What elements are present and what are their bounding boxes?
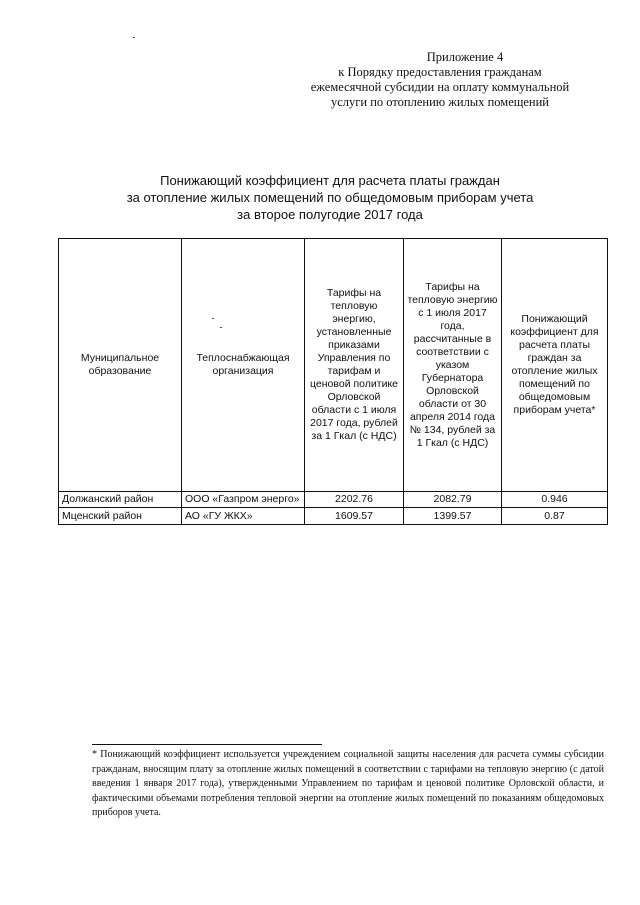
cell-tariff-established: 1609.57 [305,508,404,525]
table-row [59,508,608,525]
tariff-table [58,238,608,525]
annex-line: ежемесячной субсидии на оплату коммунальной [310,80,570,94]
header-organization: Теплоснабжающая организация [182,239,305,492]
cell-tariff-calculated: 2082.79 [404,492,502,508]
annex-line: к Порядку предоставления гражданам [338,65,542,79]
document-title [60,172,600,223]
annex-reference [270,50,610,110]
title-line: Понижающий коэффициент для расчета платы граждан [160,173,500,188]
header-municipality: Муниципальное образование [59,239,182,492]
title-line: за второе полугодие 2017 года [237,207,423,222]
cell-organization: АО «ГУ ЖКХ» [182,508,305,525]
annex-line: услуги по отоплению жилых помещений [331,95,549,109]
scan-speck [133,37,135,38]
annex-line: Приложение 4 [426,50,504,64]
table-row [59,492,608,508]
title-line: за отопление жилых помещений по общедомовым приборам учета [126,190,534,205]
cell-organization: ООО «Газпром энерго» [182,492,305,508]
cell-municipality: Должанский район [59,492,182,508]
cell-tariff-established: 2202.76 [305,492,404,508]
footnote-separator [92,744,322,745]
cell-coefficient: 0.87 [502,508,608,525]
header-tariff-calculated: Тарифы на тепловую энергию с 1 июля 2017 года, рассчитанные в соответствии с указом Губернатора Орловской области от 30 апреля 2014 года № 134, рублей за 1 Гкал (с НДС) [404,239,502,492]
table-header-row [59,239,608,492]
header-tariff-established: Тарифы на тепловую энергию, установленные приказами Управления по тарифам и ценовой политике Орловской области с 1 июля 2017 года, рублей за 1 Гкал (с НДС) [305,239,404,492]
header-coefficient: Понижающий коэффициент для расчета платы граждан за отопление жилых помещений по общедомовым приборам учета* [502,239,608,492]
cell-tariff-calculated: 1399.57 [404,508,502,525]
footnote: * Понижающий коэффициент используется учреждением социальной защиты населения для расчета суммы субсидии гражданам, вносящим плату за отопление жилых помещений в соответствии с тарифами на тепловую энергию (с датой введения 1 января 2017 года), утвержденными Управлением по тарифам и ценовой политике Орловской области, и фактическими объемами потребления тепловой энергии на отопление жилых помещений по показаниям общедомовых приборов учета. [92,749,604,818]
cell-municipality: Мценский район [59,508,182,525]
cell-coefficient: 0.946 [502,492,608,508]
